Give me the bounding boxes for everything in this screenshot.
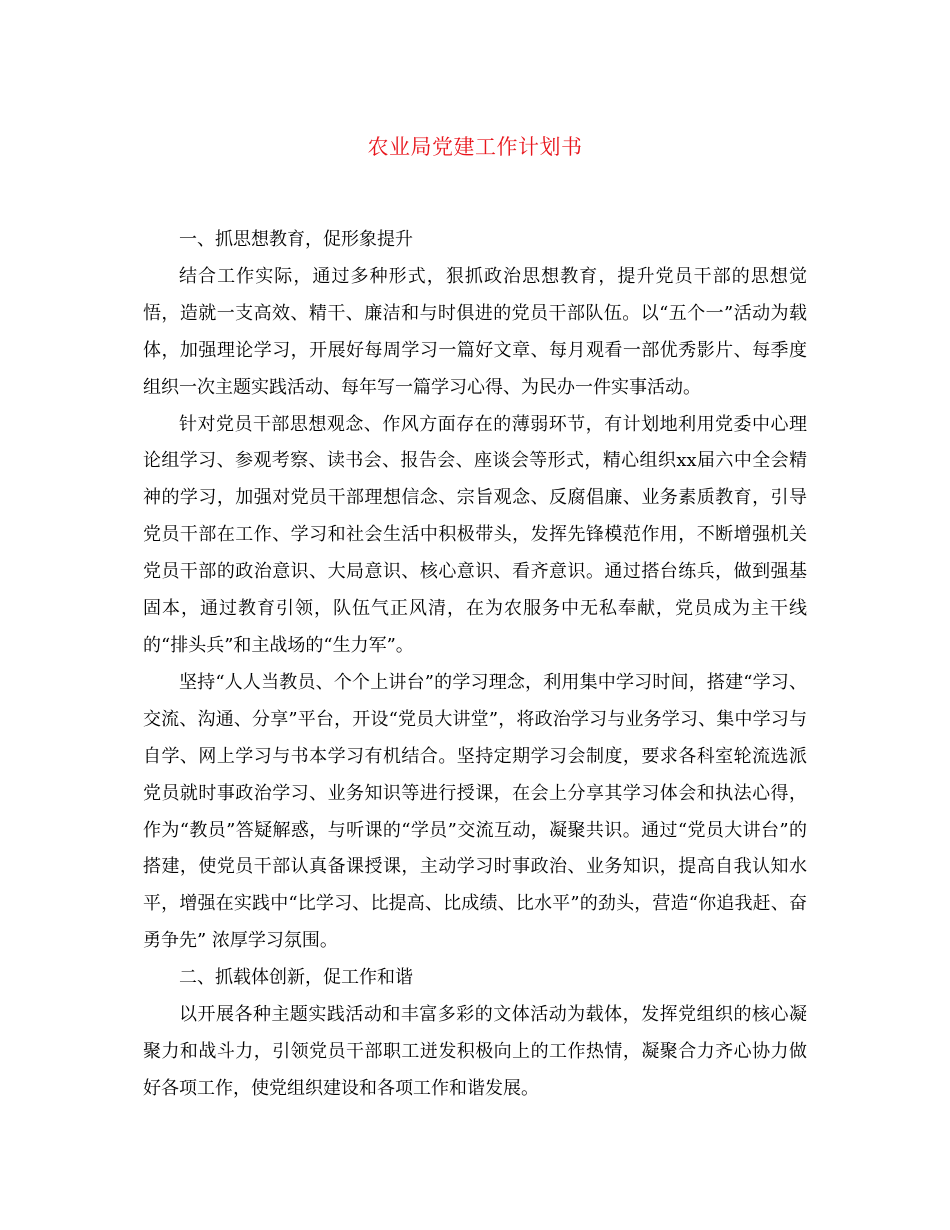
paragraph: 坚持“人人当教员、个个上讲台”的学习理念，利用集中学习时间，搭建“学习、交流、沟通、分享”平台，开设“党员大讲堂”，将政治学习与业务学习、集中学习与自学、网上学习与书本学习有机结合。坚持定期学习会制度，要求各科室轮流选派党员就时事政治学习、业务知识等进行授课，在会上分享其学习体会和执法心得，作为“教员”答疑解惑，与听课的“学员”交流互动，凝聚共识。通过“党员大讲台”的搭建，使党员干部认真备课授课，主动学习时事政治、业务知识，提高自我认知水平，增强在实践中“比学习、比提高、比成绩、比水平”的劲头，营造“你追我赶、奋勇争先” 浓厚学习氛围。: [143, 671, 807, 952]
paragraph: 结合工作实际，通过多种形式，狠抓政治思想教育，提升党员干部的思想觉悟，造就一支高效、精干、廉洁和与时俱进的党员干部队伍。以“五个一”活动为载体，加强理论学习，开展好每周学习一篇好文章、每月观看一部优秀影片、每季度组织一次主题实践活动、每年写一篇学习心得、为民办一件实事活动。: [143, 265, 807, 398]
paragraph: 针对党员干部思想观念、作风方面存在的薄弱环节，有计划地利用党委中心理论组学习、参观考察、读书会、报告会、座谈会等形式，精心组织xx届六中全会精神的学习，加强对党员干部理想信念、宗旨观念、反腐倡廉、业务素质教育，引导党员干部在工作、学习和社会生活中积极带头，发挥先锋模范作用，不断增强机关党员干部的政治意识、大局意识、核心意识、看齐意识。通过搭台练兵，做到强基固本，通过教育引领，队伍气正风清，在为农服务中无私奉献，党员成为主干线的“排头兵”和主战场的“生力军”。: [143, 413, 807, 656]
document-body: [143, 222, 807, 1108]
section-heading: 二、抓载体创新，促工作和谐: [179, 967, 413, 989]
section-heading: 一、抓思想教育，促形象提升: [179, 229, 413, 250]
paragraph: 以开展各种主题实践活动和丰富多彩的文体活动为载体，发挥党组织的核心凝聚力和战斗力，引领党员干部职工迸发积极向上的工作热情，凝聚合力齐心协力做好各项工作，使党组织建设和各项工作和谐发展。: [143, 1004, 807, 1099]
document-title: 农业局党建工作计划书: [367, 135, 583, 159]
